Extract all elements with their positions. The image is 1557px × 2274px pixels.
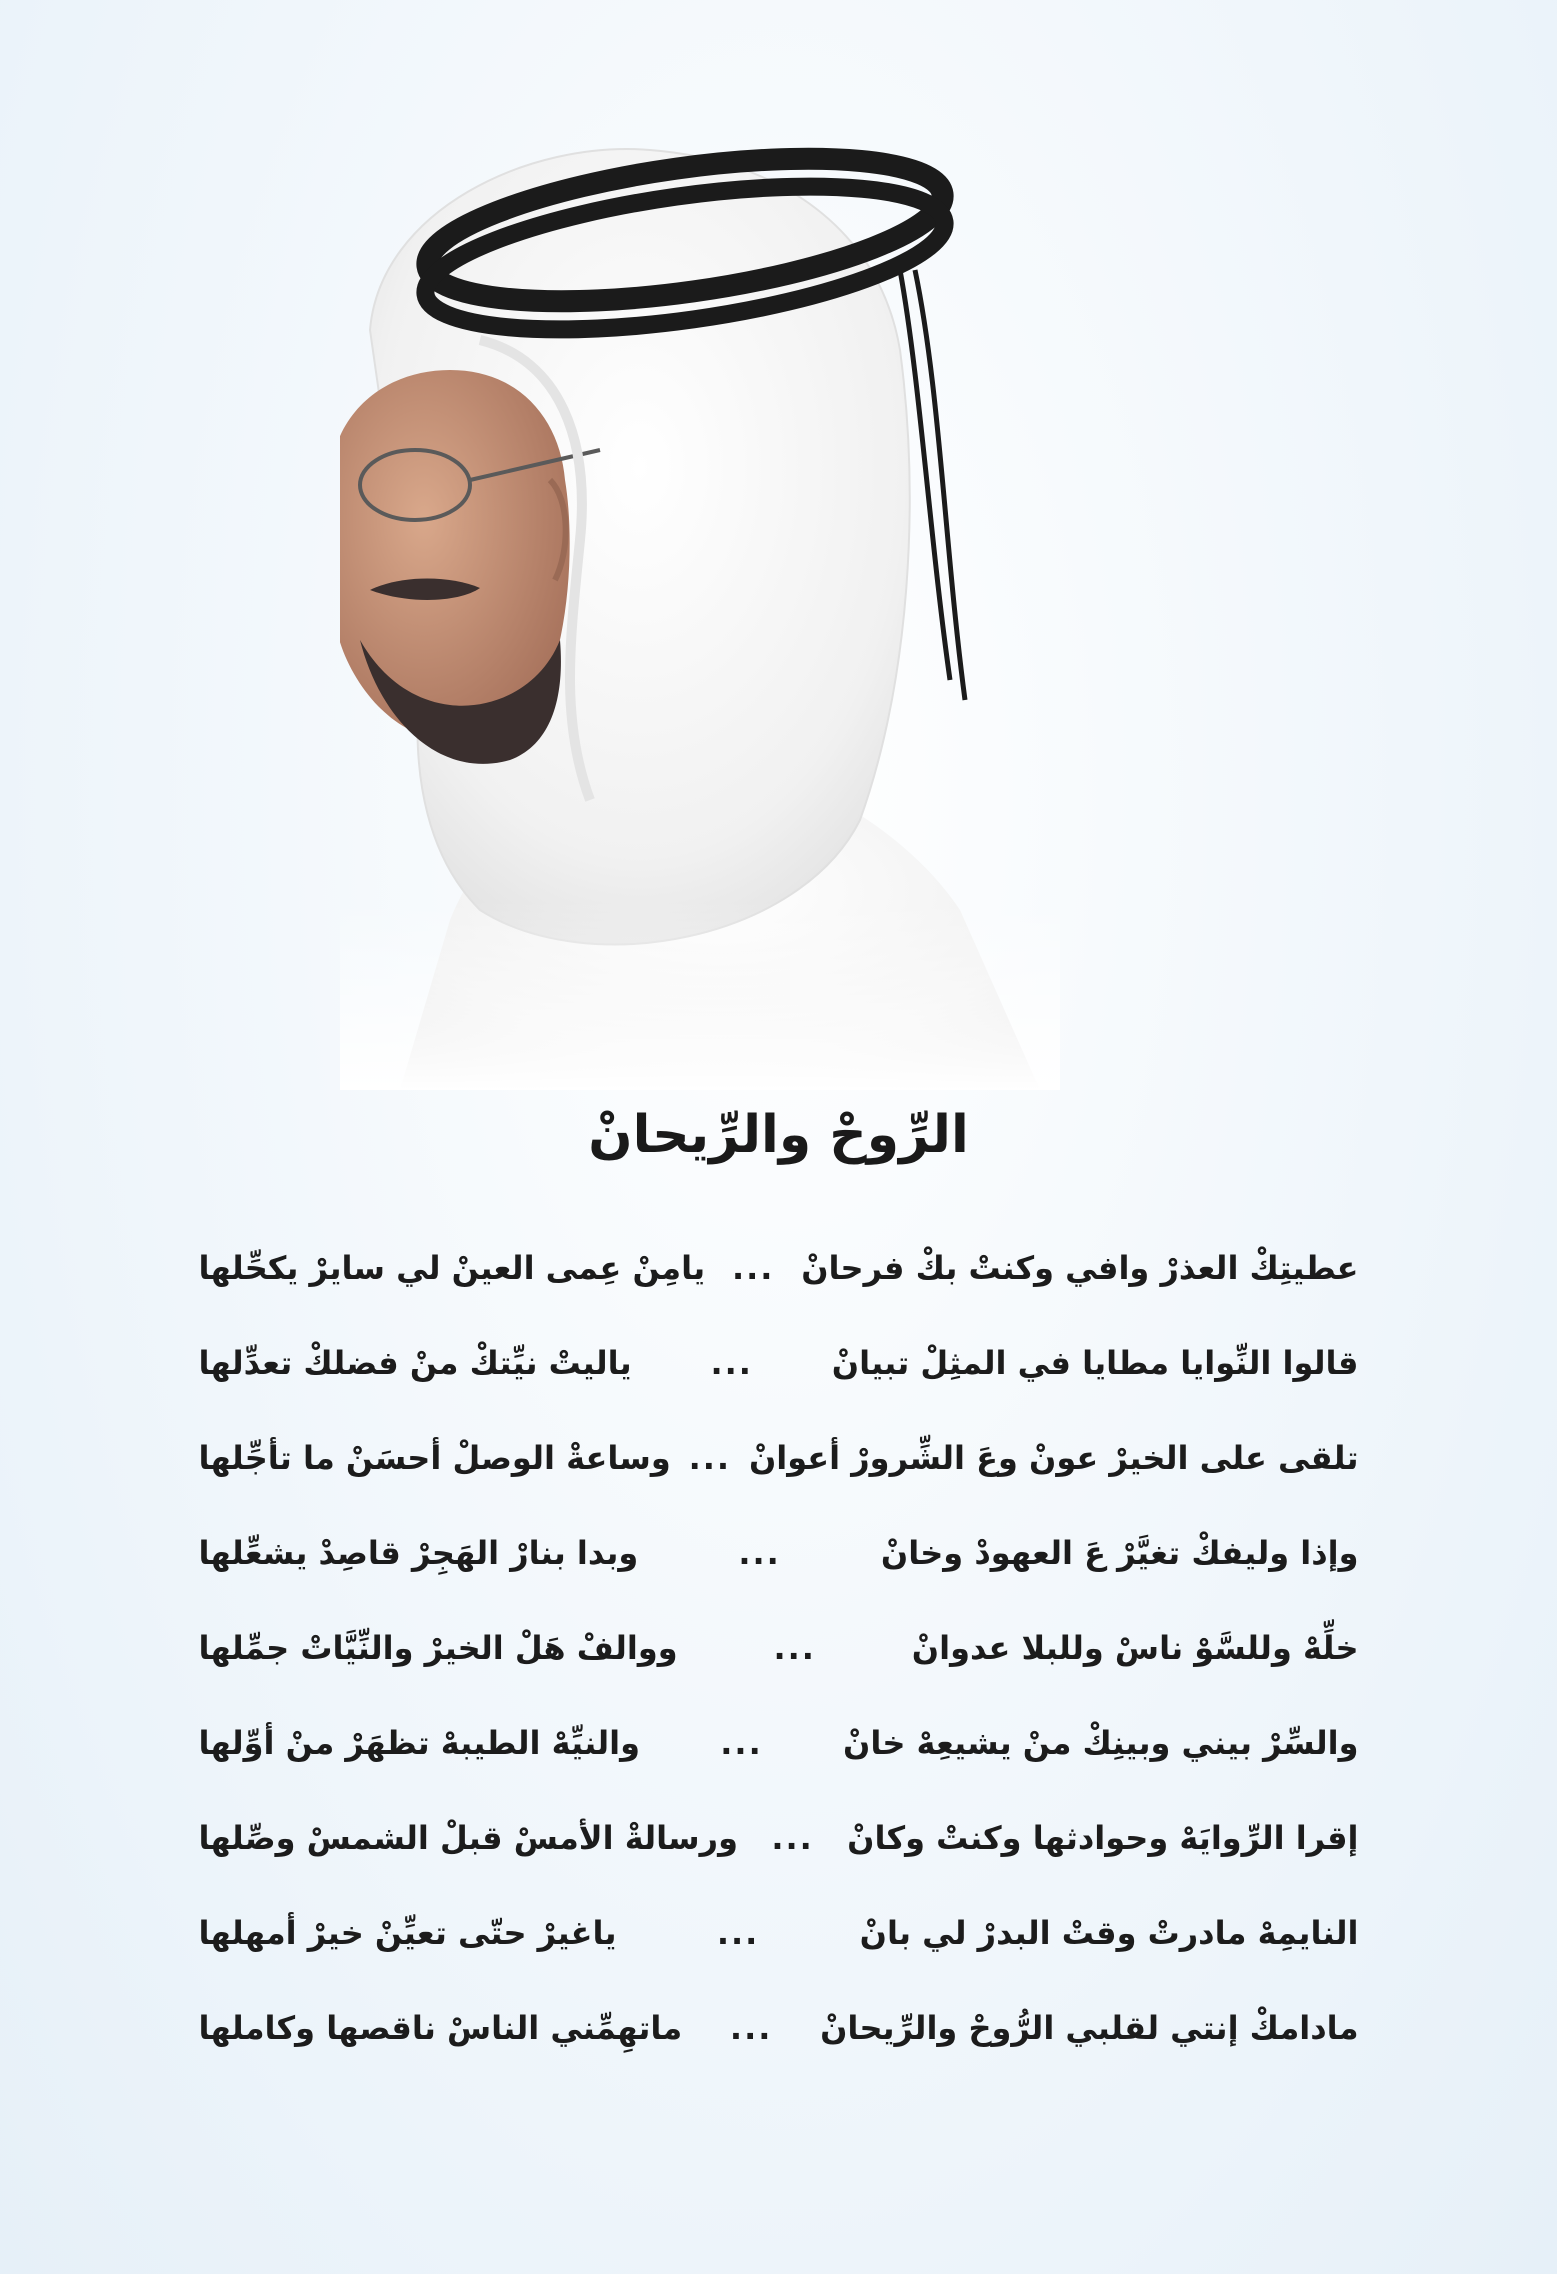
verse-first-hemistich: إقرا الرِّوايَهْ وحوادثها وكنتْ وكانْ: [847, 1818, 1359, 1857]
verse-separator: ...: [688, 1438, 732, 1477]
poem-title: الرِّوحْ والرِّيحانْ: [588, 1105, 969, 1165]
verse-second-hemistich: يامِنْ عِمى العينْ لي سايرْ يكحِّلها: [198, 1248, 706, 1287]
poem-verse: [199, 1790, 1359, 1885]
verse-first-hemistich: النايمِهْ مادرتْ وقتْ البدرْ لي بانْ: [859, 1913, 1359, 1952]
verse-separator: ...: [771, 1818, 814, 1857]
poem-verse: [199, 1315, 1359, 1410]
verse-second-hemistich: وبدا بنارْ الهَجِرْ قاصِدْ يشعِّلها: [198, 1533, 639, 1572]
verse-second-hemistich: ماتهِمِّني الناسْ ناقصها وكاملها: [198, 2008, 683, 2047]
verse-first-hemistich: والسِّرْ بيني وبينِكْ منْ يشيعِهْ خانْ: [843, 1723, 1359, 1762]
poem-verse: [199, 1600, 1359, 1695]
verse-second-hemistich: ياليتْ نيِّتكْ منْ فضلكْ تعدِّلها: [198, 1343, 632, 1382]
verse-separator: ...: [773, 1628, 816, 1667]
verse-separator: ...: [729, 2008, 773, 2047]
poem: [0, 1080, 1557, 2075]
verse-second-hemistich: والنيِّهْ الطيبهْ تظهَرْ منْ أوِّلها: [198, 1723, 640, 1762]
verse-separator: ...: [716, 1913, 760, 1952]
verse-second-hemistich: وساعةْ الوصلْ أحسَنْ ما تأجِّلها: [198, 1438, 671, 1477]
portrait-photo-icon: [340, 120, 1060, 1090]
poem-verse: [199, 1220, 1359, 1315]
verse-first-hemistich: قالوا النِّوايا مطايا في المثِلْ تبيانْ: [831, 1343, 1359, 1382]
verse-first-hemistich: خلِّهْ وللسَّوْ ناسْ وللبلا عدوانْ: [911, 1628, 1359, 1667]
verse-separator: ...: [720, 1723, 763, 1762]
poem-verse: [199, 1885, 1359, 1980]
verse-separator: ...: [738, 1533, 781, 1572]
verse-first-hemistich: وإذا وليفكْ تغيَّرْ عَ العهودْ وخانْ: [880, 1533, 1359, 1572]
verse-second-hemistich: ورسالةْ الأمسْ قبلْ الشمسْ وصِّلها: [198, 1818, 738, 1857]
portrait-photo: [340, 120, 1060, 1090]
verse-second-hemistich: ياغيرْ حتّى تعيِّنْ خيرْ أمهلها: [198, 1913, 617, 1952]
verse-separator: ...: [710, 1343, 753, 1382]
verse-first-hemistich: مادامكْ إنتي لقلبي الرُّوحْ والرِّيحانْ: [820, 2008, 1359, 2047]
verse-separator: ...: [731, 1248, 775, 1287]
poem-verse: [199, 1505, 1359, 1600]
verse-first-hemistich: تلقى على الخيرْ عونْ وعَ الشِّرورْ أعوانْ: [748, 1438, 1359, 1477]
verse-second-hemistich: ووالفْ هَلْ الخيرْ والنِّيَّاتْ جمِّلها: [198, 1628, 678, 1667]
poem-verse: [199, 1980, 1359, 2075]
poem-verse: [199, 1695, 1359, 1790]
poem-verses: [199, 1220, 1359, 2075]
poem-verse: [199, 1410, 1359, 1505]
verse-first-hemistich: عطيتِكْ العذرْ وافي وكنتْ بكْ فرحانْ: [801, 1248, 1359, 1287]
